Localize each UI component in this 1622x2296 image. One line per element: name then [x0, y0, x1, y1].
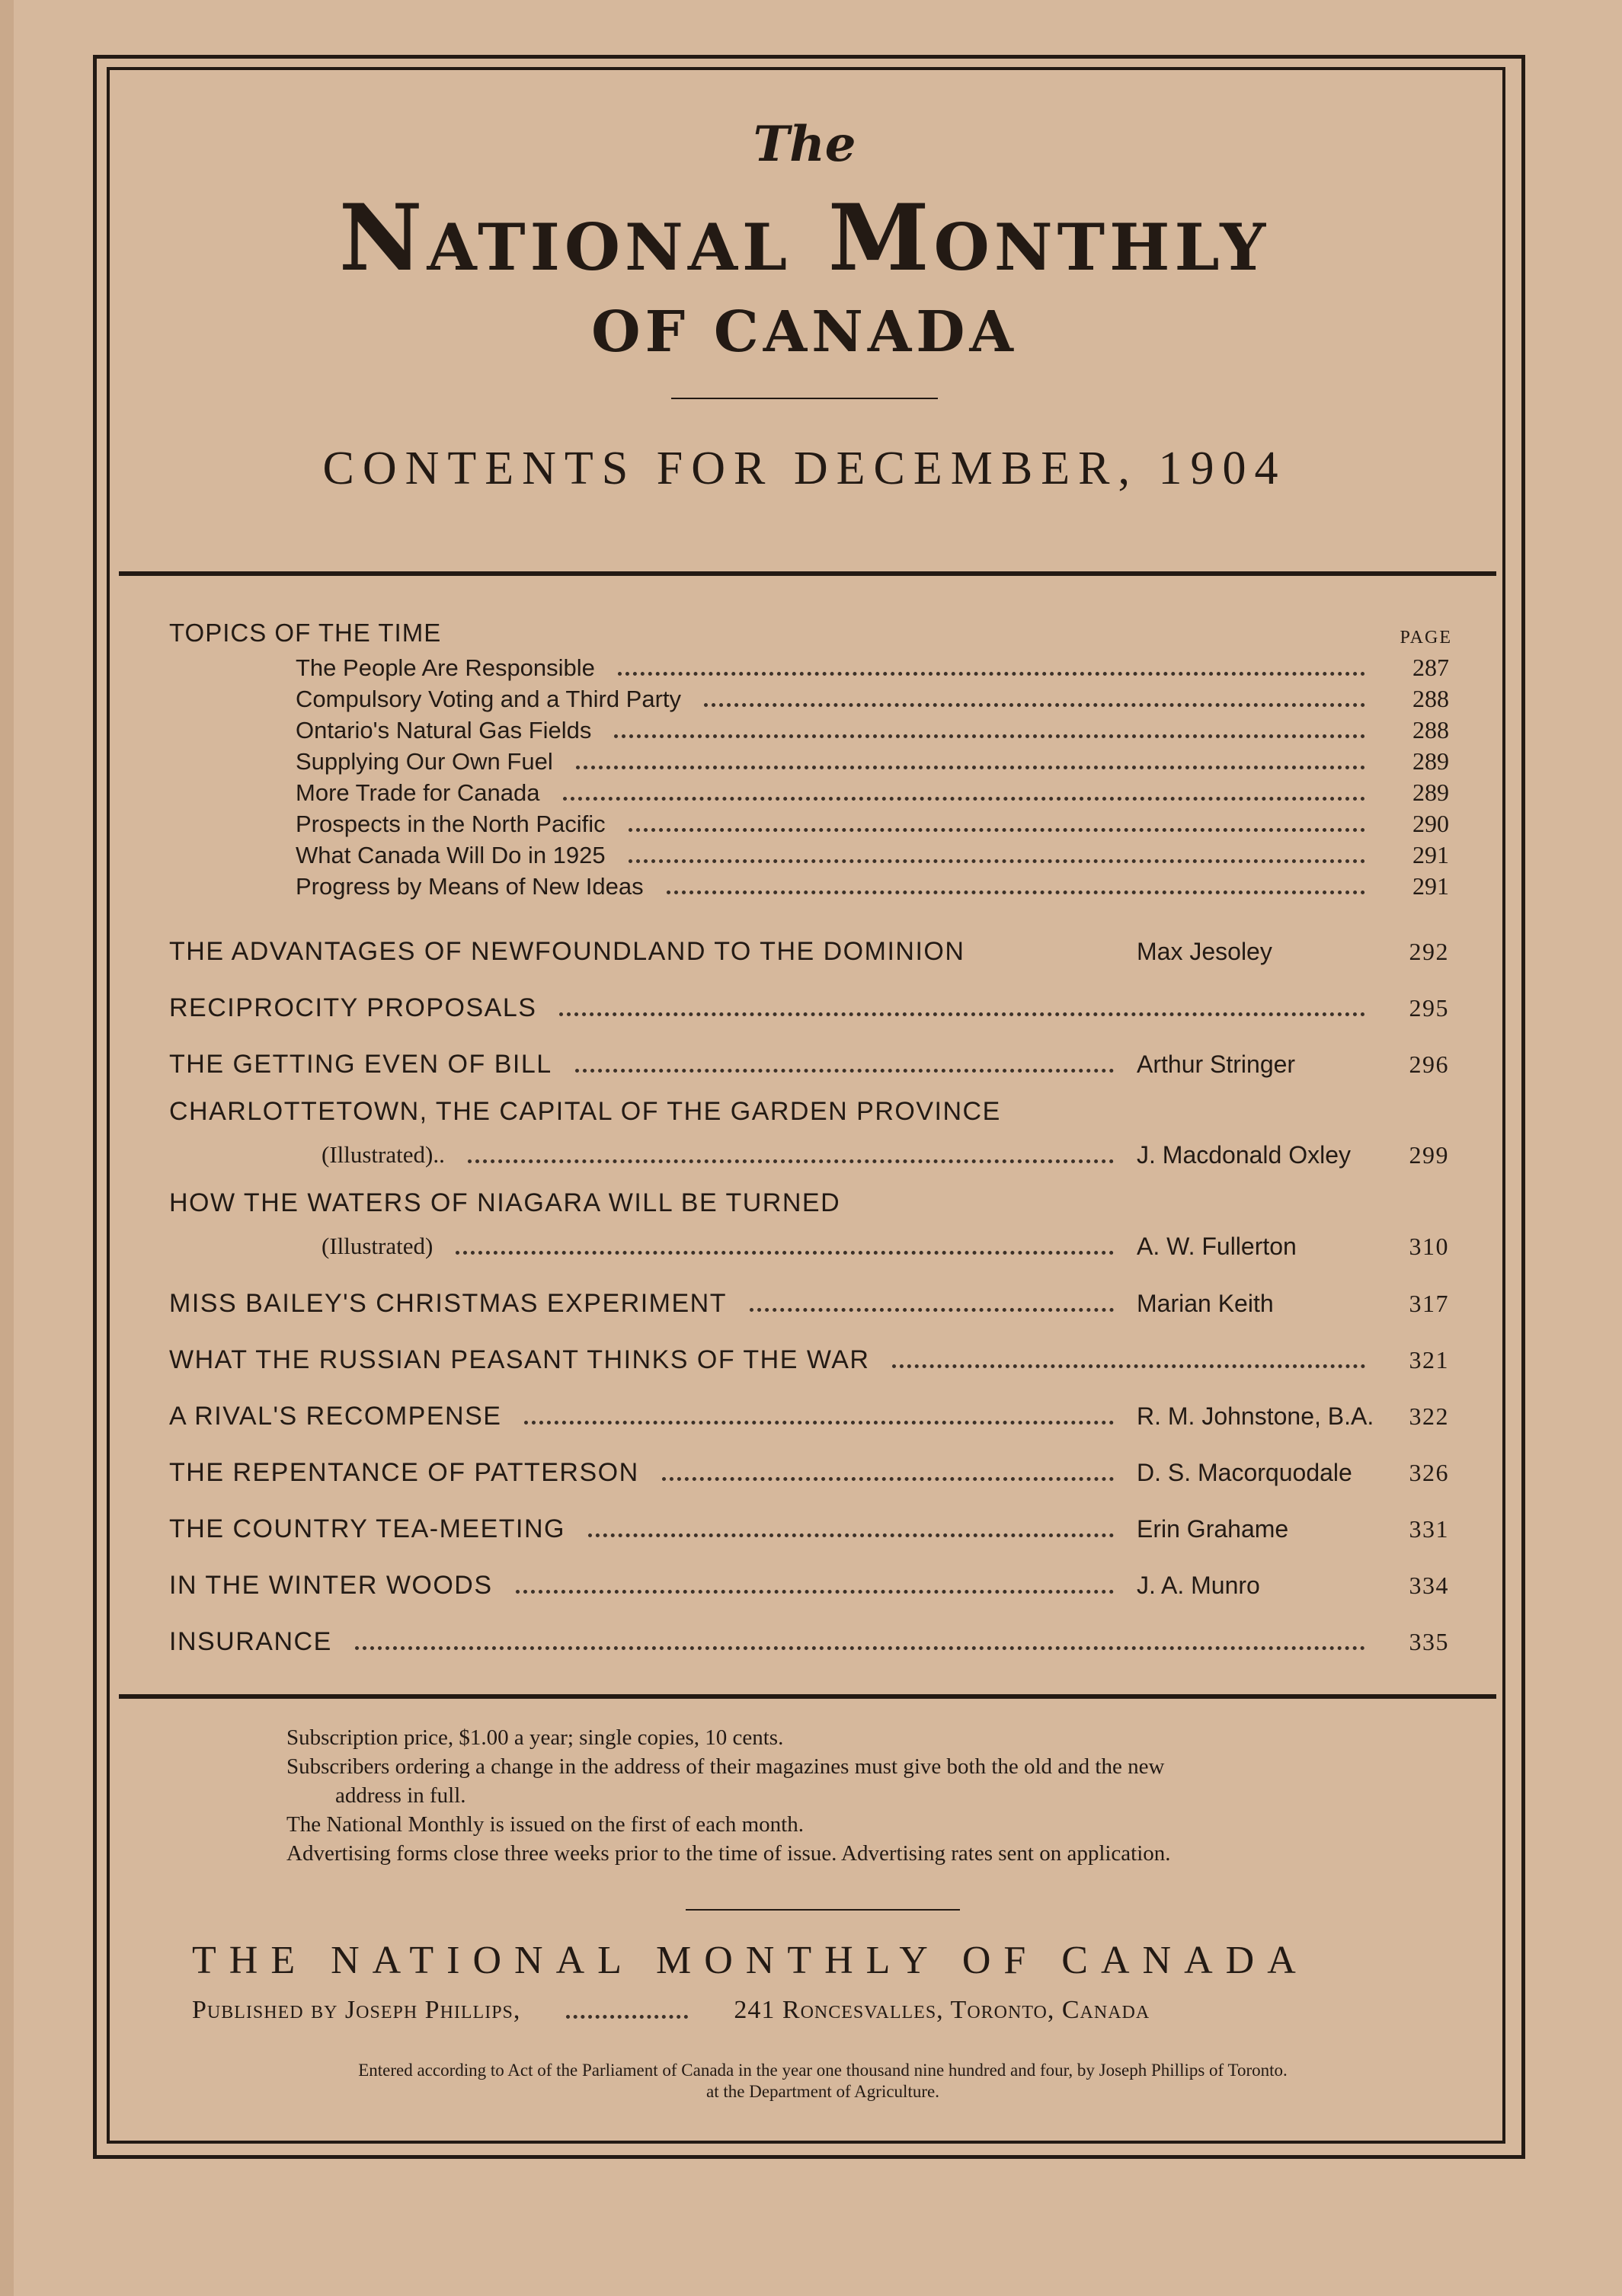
- topic-entry[interactable]: [296, 652, 1449, 683]
- article-page: 296: [1409, 1050, 1449, 1078]
- advertising-note: Advertising forms close three weeks prior to the time of issue. Advertising rates sent on application.: [286, 1841, 1171, 1866]
- topic-page: 288: [1412, 716, 1449, 743]
- topic-page: 287: [1412, 654, 1449, 681]
- address-change-note: Subscribers ordering a change in the address of their magazines must give both the old and the new: [286, 1754, 1165, 1779]
- article-entry[interactable]: [169, 980, 1449, 1036]
- article-author: Arthur Stringer: [1137, 1050, 1296, 1078]
- dot-leader: [563, 797, 1365, 801]
- article-author: D. S. Macorquodale: [1137, 1458, 1352, 1486]
- subscription-price-note: Subscription price, $1.00 a year; single copies, 10 cents.: [286, 1725, 784, 1750]
- article-entry[interactable]: [169, 1036, 1449, 1092]
- article-title: HOW THE WATERS OF NIAGARA WILL BE TURNED: [169, 1188, 841, 1217]
- topic-page: 291: [1412, 841, 1449, 868]
- footer-divider: [686, 1909, 960, 1911]
- publisher-name: Published by Joseph Phillips,: [192, 1996, 521, 2024]
- article-title: RECIPROCITY PROPOSALS: [169, 993, 537, 1022]
- publisher-address: 241 Roncesvalles, Toronto, Canada: [734, 1996, 1150, 2024]
- page-column-label: PAGE: [1400, 628, 1452, 648]
- article-entry[interactable]: [169, 1092, 1449, 1184]
- topic-title: More Trade for Canada: [296, 779, 540, 806]
- dot-leader: [524, 1421, 1114, 1425]
- topic-entry[interactable]: [296, 839, 1449, 871]
- topics-section-header: [169, 619, 1452, 652]
- copyright-line-1: Entered according to Act of the Parliament of Canada in the year one thousand nine hundred and four, by Joseph Phillips of Toronto.: [358, 2061, 1288, 2080]
- topic-entry[interactable]: [296, 777, 1449, 808]
- article-author: Erin Grahame: [1137, 1514, 1289, 1543]
- article-entry[interactable]: [169, 1557, 1449, 1613]
- article-author: Marian Keith: [1137, 1289, 1274, 1317]
- masthead-subtitle: OF CANADA: [591, 299, 1018, 365]
- article-author: J. Macdonald Oxley: [1137, 1140, 1352, 1169]
- topic-title: Progress by Means of New Ideas: [296, 873, 644, 900]
- article-page: 335: [1409, 1627, 1449, 1655]
- article-page: 292: [1409, 937, 1449, 965]
- article-title: CHARLOTTETOWN, THE CAPITAL OF THE GARDEN PROVINCE: [169, 1097, 1001, 1126]
- dot-leader: [667, 891, 1365, 894]
- article-page: 299: [1409, 1140, 1449, 1169]
- dot-leader: [456, 1251, 1114, 1255]
- contents-heading: CONTENTS FOR DECEMBER, 1904: [322, 443, 1287, 494]
- article-page: 331: [1409, 1514, 1449, 1543]
- article-title: THE COUNTRY TEA-MEETING: [169, 1514, 565, 1543]
- topic-entry[interactable]: [296, 683, 1449, 715]
- article-title: INSURANCE: [169, 1626, 332, 1656]
- article-page: 321: [1409, 1345, 1449, 1373]
- article-entry[interactable]: [169, 923, 1449, 980]
- masthead-the: The: [753, 116, 856, 173]
- article-title: WHAT THE RUSSIAN PEASANT THINKS OF THE WAR: [169, 1345, 870, 1374]
- article-entry[interactable]: [169, 1444, 1449, 1501]
- article-page: 310: [1409, 1232, 1449, 1260]
- header-rule: [119, 571, 1496, 576]
- article-author: J. A. Munro: [1137, 1571, 1260, 1599]
- issue-date-note: The National Monthly is issued on the first of each month.: [286, 1812, 804, 1837]
- dot-leader: [629, 828, 1365, 832]
- article-entry[interactable]: [169, 1275, 1449, 1332]
- topic-entry[interactable]: [296, 715, 1449, 746]
- article-title: MISS BAILEY'S CHRISTMAS EXPERIMENT: [169, 1288, 727, 1318]
- article-page: 295: [1409, 993, 1449, 1022]
- dot-leader: [629, 859, 1365, 863]
- subscription-notes: [286, 1723, 1391, 1868]
- article-title: THE ADVANTAGES OF NEWFOUNDLAND TO THE DOMINION: [169, 936, 965, 966]
- topic-title: What Canada Will Do in 1925: [296, 842, 606, 868]
- dot-leader: [576, 766, 1365, 769]
- dot-leader: [750, 1308, 1114, 1312]
- topic-entry[interactable]: [296, 871, 1449, 902]
- article-title: THE GETTING EVEN OF BILL: [169, 1049, 552, 1079]
- article-page: 322: [1409, 1402, 1449, 1430]
- article-entry[interactable]: [169, 1613, 1449, 1670]
- dot-leader: [614, 734, 1365, 738]
- topic-title: Ontario's Natural Gas Fields: [296, 717, 592, 743]
- article-author: A. W. Fullerton: [1137, 1232, 1297, 1260]
- article-entry[interactable]: [169, 1184, 1449, 1275]
- page-binding-edge: [0, 0, 14, 2296]
- article-note: (Illustrated)..: [322, 1141, 445, 1168]
- article-entry[interactable]: [169, 1332, 1449, 1388]
- dot-leader: [516, 1590, 1114, 1594]
- article-title: IN THE WINTER WOODS: [169, 1570, 493, 1600]
- article-title: A RIVAL'S RECOMPENSE: [169, 1401, 502, 1431]
- copyright-notice: [152, 2060, 1493, 2103]
- topic-title: The People Are Responsible: [296, 654, 595, 681]
- topic-page: 288: [1412, 685, 1449, 712]
- dot-leader: [704, 703, 1365, 707]
- topic-title: Prospects in the North Pacific: [296, 811, 606, 837]
- dot-leader: [662, 1477, 1114, 1481]
- dot-leader: [588, 1533, 1114, 1537]
- masthead: [107, 114, 1502, 496]
- dot-leader: [559, 1012, 1365, 1016]
- table-of-contents: [169, 619, 1452, 1670]
- copyright-line-2: at the Department of Agriculture.: [706, 2082, 939, 2101]
- publisher-line: [192, 1996, 1463, 2025]
- article-note: (Illustrated): [322, 1233, 433, 1259]
- topics-list: [169, 652, 1449, 902]
- topic-entry[interactable]: [296, 746, 1449, 777]
- article-author: Max Jesoley: [1137, 937, 1272, 965]
- footer-magazine-name: THE NATIONAL MONTHLY OF CANADA: [192, 1939, 1309, 1982]
- topic-page: 289: [1412, 747, 1449, 775]
- dot-leader: [468, 1159, 1114, 1163]
- article-entry[interactable]: [169, 1388, 1449, 1444]
- topic-page: 289: [1412, 779, 1449, 806]
- article-title: THE REPENTANCE OF PATTERSON: [169, 1457, 639, 1487]
- article-page: 317: [1409, 1289, 1449, 1317]
- dot-leader: [566, 2015, 688, 2019]
- topics-section-title: TOPICS OF THE TIME: [169, 619, 442, 647]
- topic-title: Supplying Our Own Fuel: [296, 748, 553, 775]
- address-change-note-cont: address in full.: [335, 1783, 466, 1808]
- topic-title: Compulsory Voting and a Third Party: [296, 686, 682, 712]
- footer-rule: [119, 1694, 1496, 1699]
- dot-leader: [575, 1069, 1114, 1073]
- dot-leader: [355, 1646, 1365, 1650]
- article-author: R. M. Johnstone, B.A.: [1137, 1402, 1374, 1430]
- dot-leader: [618, 672, 1365, 676]
- article-page: 334: [1409, 1571, 1449, 1599]
- article-page: 326: [1409, 1458, 1449, 1486]
- topic-page: 291: [1412, 872, 1449, 900]
- masthead-divider: [671, 398, 938, 399]
- dot-leader: [892, 1364, 1365, 1368]
- masthead-title: National Monthly: [338, 184, 1271, 292]
- topic-entry[interactable]: [296, 808, 1449, 839]
- article-entry[interactable]: [169, 1501, 1449, 1557]
- topic-page: 290: [1412, 810, 1449, 837]
